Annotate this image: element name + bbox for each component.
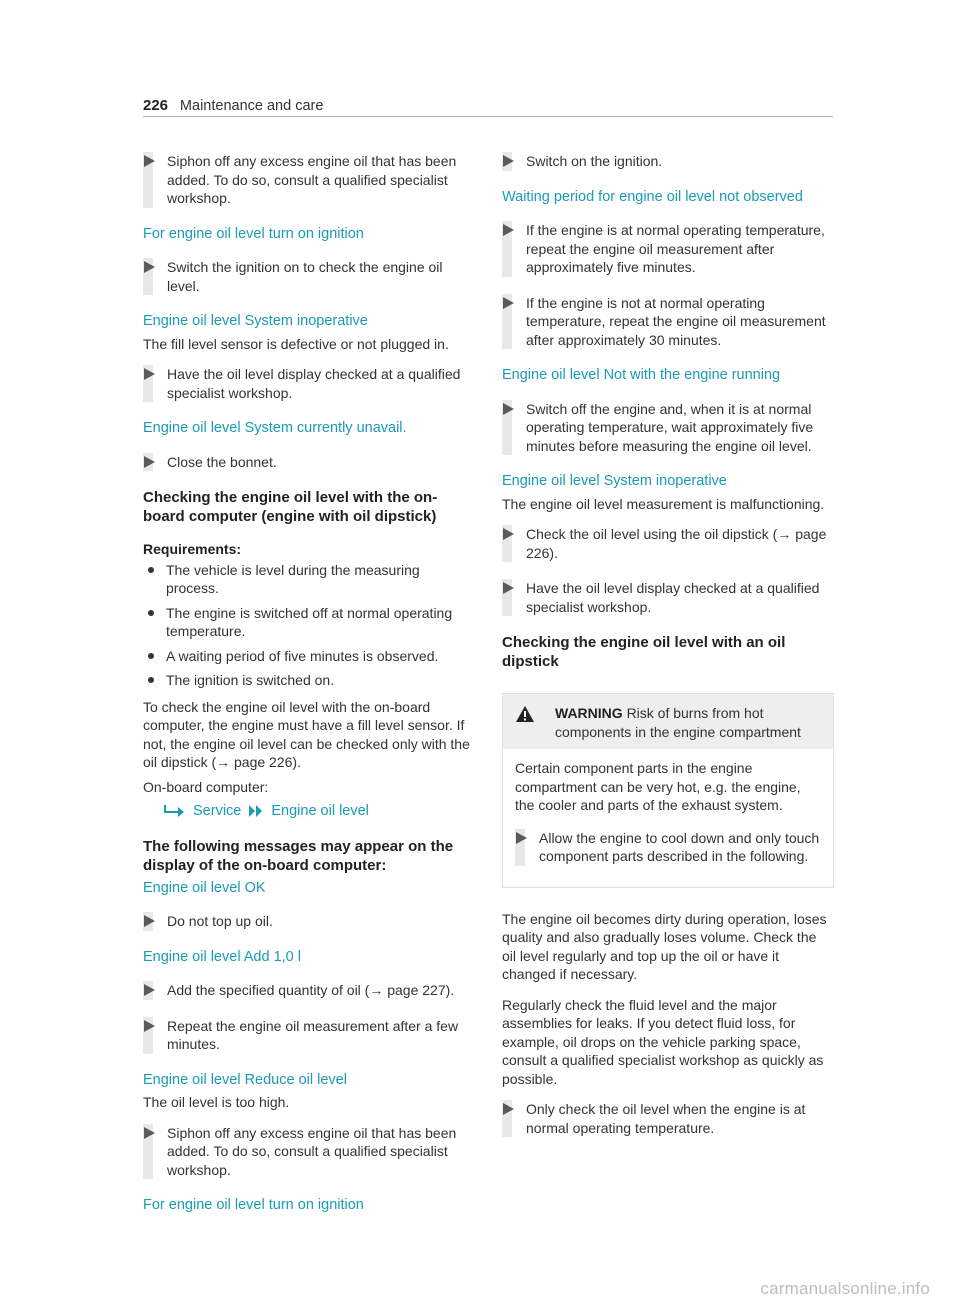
- requirements-list: [143, 561, 475, 690]
- step-text: Have the oil level display checked at a qualified specialist workshop.: [167, 366, 461, 401]
- arrow-right-icon: [144, 456, 155, 468]
- display-message: For engine oil level turn on ignition: [143, 225, 364, 242]
- display-message: Engine oil level OK: [143, 879, 266, 896]
- paragraph: The engine oil becomes dirty during operation, loses quality and also gradually loses volume. Check the oil level regularly and top up the oil or have it changed if necessary.: [502, 910, 827, 982]
- page-section-title: Maintenance and care: [179, 98, 324, 114]
- arrow-right-icon: [144, 1020, 155, 1032]
- warning-body: [503, 749, 833, 887]
- instruction-step: [502, 152, 834, 171]
- instruction-step: [143, 1017, 475, 1054]
- instruction-step: [502, 221, 834, 277]
- arrow-right-icon: [503, 155, 514, 167]
- instruction-step: [143, 365, 475, 402]
- section-heading: Checking the engine oil level with the on-board computer (engine with oil dipstick): [143, 489, 438, 525]
- requirements-label: Requirements:: [143, 541, 242, 557]
- step-text: Switch the ignition on to check the engine oil level.: [167, 259, 443, 294]
- step-text: Siphon off any excess engine oil that has been added. To do so, consult a qualified specialist workshop.: [167, 1124, 457, 1178]
- double-chevron-icon: [249, 805, 263, 817]
- step-text: Switch on the ignition.: [526, 153, 663, 169]
- arrow-right-icon: [503, 224, 514, 236]
- display-message: Engine oil level Not with the engine running: [502, 367, 781, 383]
- list-item: A waiting period of five minutes is observed.: [143, 647, 475, 666]
- menu-path-engine-oil-level: Engine oil level: [271, 803, 369, 819]
- step-text: Do not top up oil.: [167, 913, 273, 929]
- step-text: If the engine is not at normal operating temperature, repeat the engine oil measurement after approximately 30 minutes.: [526, 294, 826, 348]
- step-text: Only check the oil level when the engine is at normal operating temperature.: [526, 1101, 806, 1136]
- instruction-step: [143, 258, 475, 295]
- arrow-right-icon: [503, 528, 514, 540]
- warning-box: [502, 693, 834, 888]
- list-item: The ignition is switched on.: [143, 671, 475, 690]
- list-item: The engine is switched off at normal operating temperature.: [143, 604, 475, 641]
- display-message: Engine oil level System currently unavail.: [143, 420, 407, 436]
- instruction-step: [502, 579, 834, 616]
- display-message: Engine oil level System inoperative: [143, 313, 368, 329]
- section-heading: Checking the engine oil level with an oil dipstick: [502, 634, 786, 670]
- step-text: Switch off the engine and, when it is at normal operating temperature, wait approximately five minutes before measuring the engine oil level.: [526, 400, 814, 454]
- page-number: 226: [143, 97, 169, 114]
- step-text: Allow the engine to cool down and only touch component parts described in the following.: [539, 829, 820, 864]
- step-text: Close the bonnet.: [167, 453, 277, 470]
- arrow-right-icon: [144, 1127, 155, 1139]
- paragraph: The fill level sensor is defective or not plugged in.: [143, 335, 449, 352]
- menu-path-service: Service: [193, 803, 242, 819]
- warning-label: WARNING: [555, 705, 623, 721]
- display-message: Waiting period for engine oil level not observed: [502, 188, 803, 205]
- arrow-right-icon: [144, 984, 155, 996]
- right-column: [502, 152, 834, 1154]
- display-message: For engine oil level turn on ignition: [143, 1197, 364, 1213]
- step-text: Have the oil level display checked at a qualified specialist workshop.: [526, 580, 820, 615]
- warning-triangle-icon: [515, 705, 535, 723]
- instruction-step: [143, 152, 475, 208]
- arrow-right-icon: [144, 368, 155, 380]
- step-text: Repeat the engine oil measurement after a few minutes.: [167, 1017, 459, 1052]
- warning-header: [503, 694, 833, 749]
- paragraph: To check the engine oil level with the on-board computer, the engine must have a fill level sensor. If not, the engine oil level can be checked only with the oil dipstick (→ page 226).: [143, 698, 470, 770]
- arrow-right-icon: [144, 261, 155, 273]
- instruction-step: [502, 1100, 834, 1137]
- step-text: Siphon off any excess engine oil that has been added. To do so, consult a qualified specialist workshop.: [167, 153, 457, 206]
- onboard-computer-label: On-board computer:: [143, 778, 269, 795]
- warning-text: Certain component parts in the engine compartment can be very hot, e.g. the engine, the cooler and parts of the exhaust system.: [515, 760, 801, 813]
- menu-entry-arrow-icon: [163, 804, 185, 818]
- instruction-step: [143, 912, 475, 931]
- arrow-right-icon: [503, 582, 514, 594]
- paragraph: The oil level is too high.: [143, 1094, 290, 1110]
- watermark-text: carmanualsonline.info: [760, 1278, 930, 1298]
- display-message: Engine oil level Reduce oil level: [143, 1071, 347, 1088]
- instruction-step: [143, 981, 475, 1000]
- instruction-step: [143, 453, 475, 472]
- step-text: Check the oil level using the oil dipstick (→ page 226).: [526, 526, 827, 561]
- menu-path: [163, 802, 475, 821]
- section-heading: The following messages may appear on the display of the on-board computer:: [143, 837, 454, 874]
- instruction-step: [502, 294, 834, 350]
- instruction-step: [143, 1124, 475, 1180]
- warning-title-text: Risk of burns from hot components in the engine compartment: [555, 705, 801, 740]
- arrow-right-icon: [503, 297, 514, 309]
- arrow-right-icon: [516, 832, 527, 844]
- step-text: If the engine is at normal operating temperature, repeat the engine oil measurement after approximately five minutes.: [526, 222, 825, 275]
- step-text: Add the specified quantity of oil (→ page 227).: [167, 982, 455, 998]
- instruction-step: [502, 400, 834, 456]
- instruction-step: [515, 829, 821, 866]
- arrow-right-icon: [503, 403, 514, 415]
- left-column: [143, 152, 475, 1230]
- paragraph: The engine oil level measurement is malfunctioning.: [502, 495, 825, 512]
- display-message: Engine oil level System inoperative: [502, 473, 727, 489]
- display-message: Engine oil level Add 1,0 l: [143, 948, 301, 965]
- arrow-right-icon: [503, 1103, 514, 1115]
- instruction-step: [502, 525, 834, 562]
- paragraph: Regularly check the fluid level and the major assemblies for leaks. If you detect fluid loss, for example, oil drops on the vehicle parking space, consult a qualified specialist workshop as quickly as possible.: [502, 996, 824, 1087]
- arrow-right-icon: [144, 155, 155, 167]
- arrow-right-icon: [144, 915, 155, 927]
- page-header: [143, 96, 833, 117]
- list-item: The vehicle is level during the measuring process.: [143, 561, 475, 598]
